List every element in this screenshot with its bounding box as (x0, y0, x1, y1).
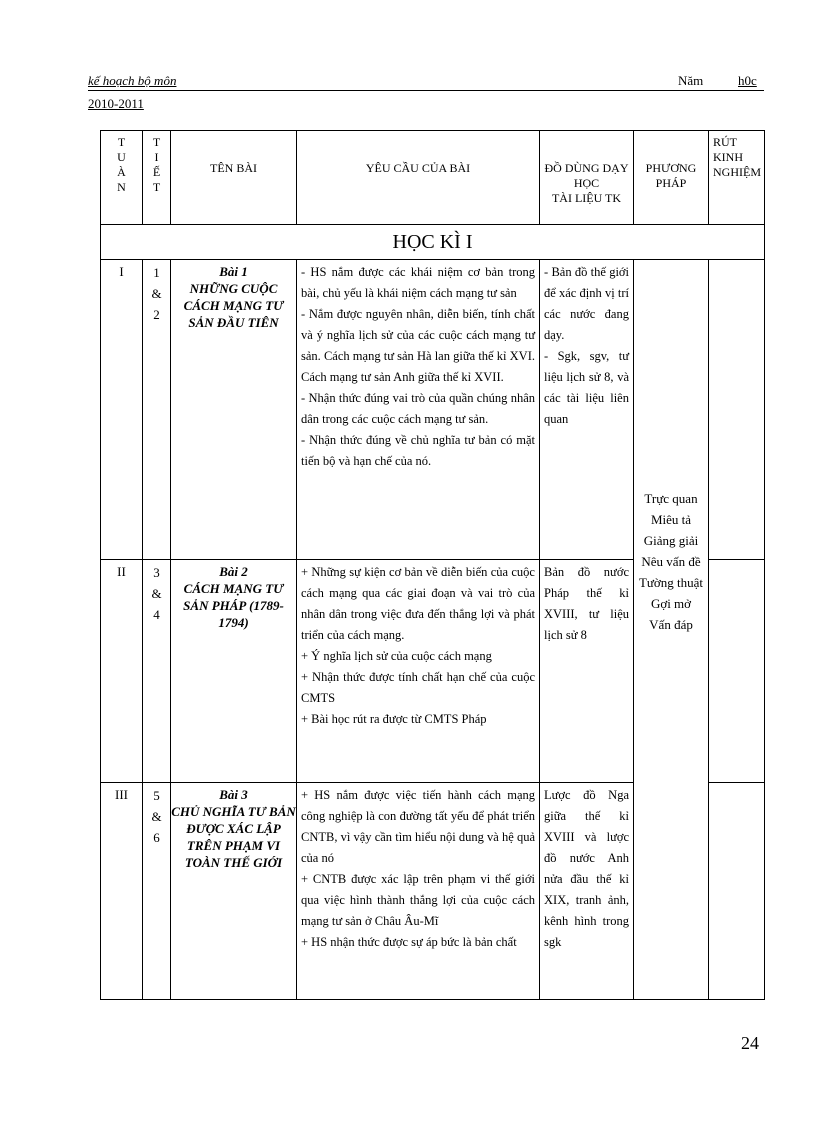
period-value: & (151, 586, 162, 601)
method-item: Vấn đáp (649, 617, 693, 632)
school-year-label (678, 73, 757, 89)
lesson-title: CÁCH MẠNG TƯ SẢN PHÁP (1789-1794) (183, 581, 284, 630)
requirement-item: + Bài học rút ra được từ CMTS Pháp (301, 712, 487, 726)
semester-row (101, 225, 765, 260)
col-head-week-letter: U (117, 150, 126, 164)
method-item: Miêu tả (650, 512, 692, 527)
col-head-week-letter: T (117, 135, 126, 149)
material-item: - Bản đồ thế giới để xác định vị trí các nước đang dạy. (544, 265, 629, 342)
col-head-materials-line: TÀI LIỆU TK (551, 191, 622, 205)
week-cell (101, 260, 143, 560)
requirement-item: - HS nắm được các khái niệm cơ bản trong bài, chủ yếu là khái niệm cách mạng tư sản (301, 265, 535, 300)
period-cell (143, 260, 171, 560)
materials-cell (540, 260, 634, 560)
requirement-item: + HS nhận thức được sự áp bức là bản chất (301, 935, 517, 949)
year-label-word-2: h0c (738, 73, 757, 88)
table-header-row (101, 131, 765, 225)
period-value: & (151, 809, 162, 824)
method-cell (634, 260, 709, 1000)
col-head-materials-line: HỌC (573, 176, 600, 190)
materials-cell (540, 560, 634, 783)
lesson-title-cell (171, 560, 297, 783)
col-head-reflection-line: RÚT (713, 135, 737, 149)
reflection-cell (709, 260, 765, 560)
header-rule (88, 90, 764, 91)
col-head-lesson-name-text: TÊN BÀI (210, 161, 257, 175)
col-head-method-line: PHÁP (655, 176, 687, 190)
period-value: 6 (153, 830, 160, 845)
lesson-title: CHỦ NGHĨA TƯ BẢN ĐƯỢC XÁC LẬP TRÊN PHẠM VI TOÀN THẾ GIỚI (171, 804, 296, 870)
col-head-reflection-line: NGHIỆM (713, 165, 761, 179)
col-head-reflection (709, 131, 765, 225)
semester-title-text: HỌC KÌ I (392, 230, 473, 253)
col-head-method-line: PHƯƠNG (645, 161, 697, 175)
col-head-method (634, 131, 709, 225)
lesson-title-cell (171, 783, 297, 1000)
lesson-number: Bài 3 (219, 787, 248, 802)
year-label-word: Năm (678, 73, 704, 88)
lesson-plan-table (100, 130, 765, 1000)
requirement-item: - Nhận thức đúng vai trò của quần chúng nhân dân trong các cuộc cách mạng tư sản. (301, 391, 535, 426)
period-value: 5 (153, 788, 160, 803)
lesson-title: NHỮNG CUỘC CÁCH MẠNG TƯ SẢN ĐẦU TIÊN (183, 281, 284, 330)
period-value: & (151, 286, 162, 301)
week-cell (101, 560, 143, 783)
requirements-cell (297, 560, 540, 783)
col-head-reflection-line: KINH (713, 150, 743, 164)
school-year-value: 2010-2011 (88, 96, 144, 111)
col-head-requirements-text: YÊU CẦU CỦA BÀI (365, 161, 471, 175)
period-cell (143, 783, 171, 1000)
requirement-item: - Nhận thức đúng về chủ nghĩa tư bản có mặt tiến bộ và hạn chế của nó. (301, 433, 535, 468)
period-value: 2 (153, 307, 160, 322)
document-title: kế hoạch bộ môn (88, 73, 177, 88)
lesson-number: Bài 2 (219, 564, 248, 579)
week-value: II (117, 564, 126, 579)
lesson-title-cell (171, 260, 297, 560)
requirement-item: + Ý nghĩa lịch sử của cuộc cách mạng (301, 649, 492, 663)
method-item: Tường thuật (638, 575, 704, 590)
col-head-requirements (297, 131, 540, 225)
lesson-number: Bài 1 (219, 264, 248, 279)
reflection-cell (709, 783, 765, 1000)
requirements-cell (297, 260, 540, 560)
material-item: Lược đồ Nga giữa thế kỉ XVIII và lược đồ nước Anh nửa đầu thế kỉ XIX, tranh ảnh, kênh hình trong sgk (544, 788, 629, 949)
page-number: 24 (741, 1033, 759, 1053)
period-value: 4 (153, 607, 160, 622)
material-item: - Sgk, sgv, tư liệu lịch sử 8, và các tài liệu liên quan (544, 349, 629, 426)
method-item: Giảng giải (643, 533, 699, 548)
col-head-period (143, 131, 171, 225)
week-cell (101, 783, 143, 1000)
col-head-lesson-name (171, 131, 297, 225)
method-item: Nêu vấn đề (641, 554, 701, 569)
requirement-item: + Những sự kiện cơ bản về diễn biến của cuộc cách mạng qua các giai đoạn và vai trò của nhân dân trong việc đưa đến thắng lợi và phát triển của cách mạng. (301, 565, 535, 642)
requirement-item: - Nắm được nguyên nhân, diễn biến, tính chất và ý nghĩa lịch sử của các cuộc cách mạng tư sản. Cách mạng tư sản Hà lan giữa thế kỉ XVI. Cách mạng tư sản Anh giữa thế kỉ XVII. (301, 307, 535, 384)
col-head-week-letter: N (117, 180, 126, 194)
week-value: III (115, 787, 128, 802)
col-head-week-letter: À (117, 165, 126, 179)
materials-cell (540, 783, 634, 1000)
requirement-item: + HS nắm được việc tiến hành cách mạng công nghiệp là con đường tất yếu để phát triển CNTB, vì vậy cần tìm hiểu nội dung và hệ quả của nó (301, 788, 535, 865)
period-cell (143, 560, 171, 783)
col-head-period-letter: T (152, 135, 161, 149)
material-item: Bản đồ nước Pháp thế kỉ XVIII, tư liệu lịch sử 8 (544, 565, 629, 642)
requirements-cell (297, 783, 540, 1000)
period-value: 1 (153, 265, 160, 280)
method-item: Gợi mở (650, 596, 692, 611)
period-value: 3 (153, 565, 160, 580)
col-head-period-letter: Ế (152, 165, 161, 179)
col-head-materials (540, 131, 634, 225)
requirement-item: + Nhận thức được tính chất hạn chế của cuộc CMTS (301, 670, 535, 705)
col-head-materials-line: ĐỒ DÙNG DẠY (544, 161, 629, 175)
table-row (101, 260, 765, 560)
method-item: Trực quan (644, 491, 698, 506)
col-head-period-letter: T (152, 180, 161, 194)
week-value: I (119, 264, 124, 279)
requirement-item: + CNTB được xác lập trên phạm vi thế giới qua việc hình thành thắng lợi của cuộc cách mạng tư sản ở Châu Âu-Mĩ (301, 872, 535, 928)
col-head-week (101, 131, 143, 225)
col-head-period-letter: I (154, 150, 159, 164)
semester-title (101, 225, 765, 260)
reflection-cell (709, 560, 765, 783)
